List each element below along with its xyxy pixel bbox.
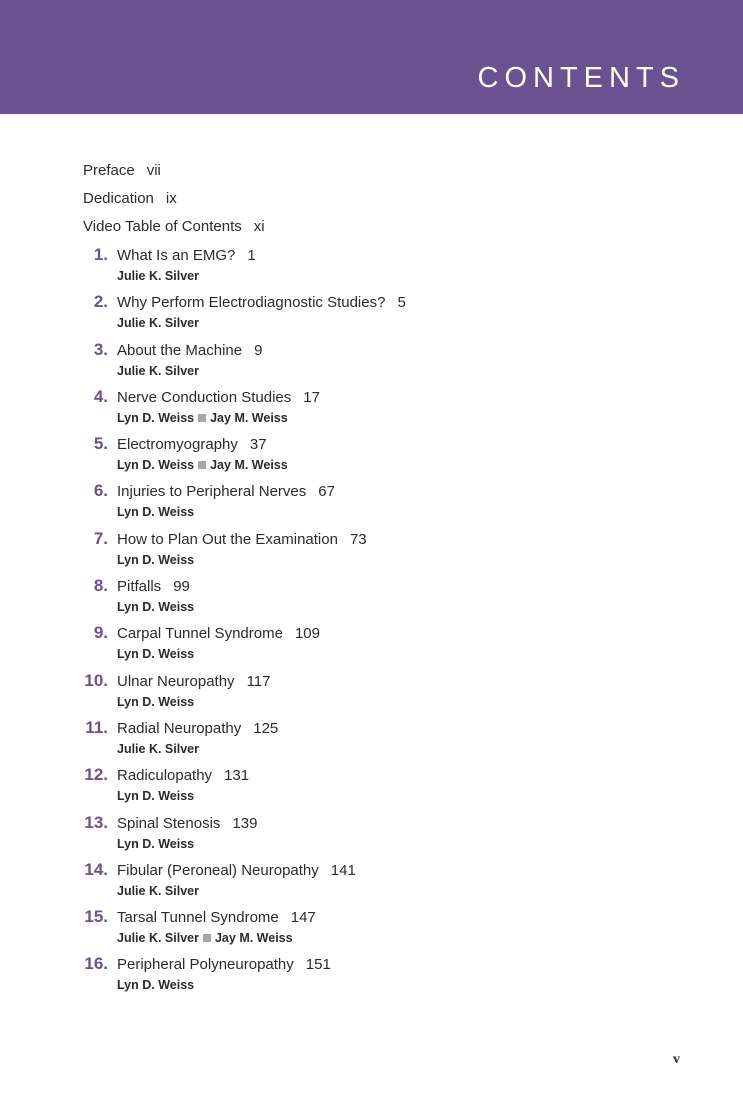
chapter-authors: [117, 457, 288, 473]
chapter-entry[interactable]: [0, 244, 743, 291]
chapter-authors: [117, 977, 194, 993]
chapter-number: 5.: [93, 434, 108, 454]
chapter-authors: [117, 268, 199, 284]
chapter-authors: [117, 646, 194, 662]
chapter-title-line: [117, 577, 190, 597]
chapter-entry[interactable]: [0, 433, 743, 480]
author-name: Julie K. Silver: [117, 363, 199, 378]
chapter-title-line: [117, 435, 267, 455]
chapter-entry[interactable]: [0, 339, 743, 386]
chapter-title-line: [117, 908, 316, 928]
chapter-title: How to Plan Out the Examination: [117, 530, 338, 548]
chapter-number: 3.: [93, 339, 108, 359]
chapter-page: 67: [318, 483, 335, 501]
chapter-title-line: [117, 246, 256, 266]
front-matter-item[interactable]: [83, 217, 265, 245]
chapter-title: Why Perform Electrodiagnostic Studies?: [117, 294, 386, 312]
chapter-number: 2.: [93, 292, 108, 312]
chapter-title: Nerve Conduction Studies: [117, 388, 292, 406]
chapter-number: 13.: [84, 812, 108, 832]
front-matter-title: Preface: [83, 162, 135, 179]
chapter-authors: [117, 836, 194, 852]
chapter-page: 147: [290, 909, 316, 927]
chapter-title-line: [117, 293, 406, 313]
chapter-entry[interactable]: [0, 717, 743, 764]
chapter-entry[interactable]: [0, 859, 743, 906]
chapter-title: What Is an EMG?: [117, 247, 236, 264]
chapter-title-line: [117, 341, 262, 361]
chapter-page: 9: [254, 341, 263, 359]
header-band: [0, 0, 743, 114]
author-name: Jay M. Weiss: [210, 458, 288, 473]
chapter-entry[interactable]: [0, 575, 743, 622]
author-name: Lyn D. Weiss: [117, 647, 195, 662]
chapter-page: 17: [303, 388, 320, 406]
author-name: Julie K. Silver: [117, 931, 199, 946]
page-number: v: [673, 1052, 680, 1067]
chapter-title: Ulnar Neuropathy: [117, 672, 235, 690]
author-name: Julie K. Silver: [117, 269, 199, 283]
author-name: Jay M. Weiss: [210, 410, 288, 425]
front-matter-item[interactable]: [83, 161, 265, 189]
chapter-authors: [117, 599, 194, 615]
chapter-authors: [117, 694, 194, 710]
chapter-authors: [117, 363, 199, 379]
front-matter-title: Video Table of Contents: [83, 218, 242, 235]
chapter-authors: [117, 552, 194, 568]
chapter-entry[interactable]: [0, 764, 743, 811]
chapter-entry[interactable]: [0, 386, 743, 433]
chapter-number: 7.: [93, 528, 108, 548]
author-name: Lyn D. Weiss: [117, 410, 195, 425]
chapter-title: Injuries to Peripheral Nerves: [117, 483, 307, 501]
author-name: Lyn D. Weiss: [117, 552, 195, 567]
chapter-number: 8.: [93, 576, 108, 596]
chapter-number: 9.: [93, 623, 108, 643]
chapter-page: 151: [305, 956, 331, 974]
chapter-page: 5: [397, 294, 406, 312]
chapter-entry[interactable]: [0, 953, 743, 1000]
chapter-title: About the Machine: [117, 341, 243, 359]
chapter-number: 12.: [84, 765, 108, 785]
chapter-entry[interactable]: [0, 812, 743, 859]
chapter-authors: [117, 741, 199, 757]
chapter-page: 117: [246, 672, 271, 690]
chapter-title-line: [117, 861, 356, 881]
chapter-title: Pitfalls: [117, 578, 162, 596]
chapter-title: Peripheral Polyneuropathy: [117, 956, 294, 974]
chapter-title: Fibular (Peroneal) Neuropathy: [117, 861, 319, 879]
author-name: Julie K. Silver: [117, 316, 199, 331]
chapter-authors: [117, 930, 293, 946]
chapter-authors: [117, 504, 194, 520]
chapter-title-line: [117, 530, 367, 550]
front-matter-list: [83, 161, 265, 245]
chapter-number: 11.: [85, 717, 108, 737]
chapter-entry[interactable]: [0, 528, 743, 575]
chapter-title: Radiculopathy: [117, 767, 213, 785]
chapter-page: 139: [232, 814, 258, 832]
page-title: CONTENTS: [477, 62, 685, 94]
chapter-page: 141: [330, 861, 356, 879]
chapter-page: 1: [247, 247, 256, 264]
chapter-page: 109: [294, 625, 320, 643]
chapter-title: Electromyography: [117, 436, 238, 454]
chapter-title-line: [117, 955, 331, 975]
chapter-title-line: [117, 719, 278, 739]
chapter-entry[interactable]: [0, 670, 743, 717]
chapter-number: 14.: [84, 859, 108, 879]
chapter-title-line: [117, 766, 249, 786]
author-name: Lyn D. Weiss: [117, 836, 195, 851]
front-matter-page: vii: [146, 162, 161, 179]
chapter-title-line: [117, 482, 335, 502]
chapter-page: 37: [249, 436, 267, 454]
chapter-entry[interactable]: [0, 291, 743, 338]
author-name: Lyn D. Weiss: [117, 458, 195, 473]
chapter-title: Radial Neuropathy: [117, 719, 242, 737]
chapter-list: [0, 244, 743, 1001]
chapter-number: 1.: [93, 245, 108, 264]
square-separator-icon: [203, 934, 211, 942]
author-name: Julie K. Silver: [117, 741, 199, 756]
chapter-entry[interactable]: [0, 622, 743, 669]
chapter-number: 6.: [93, 481, 108, 501]
author-name: Julie K. Silver: [117, 883, 199, 898]
chapter-authors: [117, 883, 199, 899]
author-name: Lyn D. Weiss: [117, 694, 195, 709]
chapter-entry[interactable]: [0, 906, 743, 953]
chapter-title: Carpal Tunnel Syndrome: [117, 625, 283, 643]
chapter-title: Spinal Stenosis: [117, 814, 221, 832]
square-separator-icon: [198, 461, 206, 469]
chapter-title-line: [117, 672, 270, 692]
chapter-number: 4.: [93, 386, 108, 406]
chapter-page: 73: [349, 530, 367, 548]
chapter-page: 131: [224, 767, 250, 785]
author-name: Jay M. Weiss: [214, 931, 293, 946]
chapter-page: 125: [253, 719, 279, 737]
author-name: Lyn D. Weiss: [117, 505, 195, 520]
chapter-title-line: [117, 624, 320, 644]
author-name: Lyn D. Weiss: [117, 600, 195, 615]
chapter-authors: [117, 410, 288, 426]
chapter-title: Tarsal Tunnel Syndrome: [117, 909, 279, 927]
front-matter-title: Dedication: [83, 190, 154, 207]
chapter-number: 10.: [84, 670, 108, 690]
chapter-title-line: [117, 388, 320, 408]
square-separator-icon: [198, 414, 206, 422]
chapter-authors: [117, 315, 199, 331]
front-matter-page: ix: [165, 190, 177, 207]
chapter-authors: [117, 788, 194, 804]
front-matter-page: xi: [253, 218, 265, 235]
chapter-page: 99: [173, 578, 190, 596]
chapter-number: 15.: [84, 907, 108, 927]
chapter-number: 16.: [84, 954, 108, 974]
author-name: Lyn D. Weiss: [117, 789, 195, 804]
chapter-entry[interactable]: [0, 480, 743, 527]
chapter-title-line: [117, 814, 257, 834]
author-name: Lyn D. Weiss: [117, 978, 195, 993]
front-matter-item[interactable]: [83, 189, 265, 217]
